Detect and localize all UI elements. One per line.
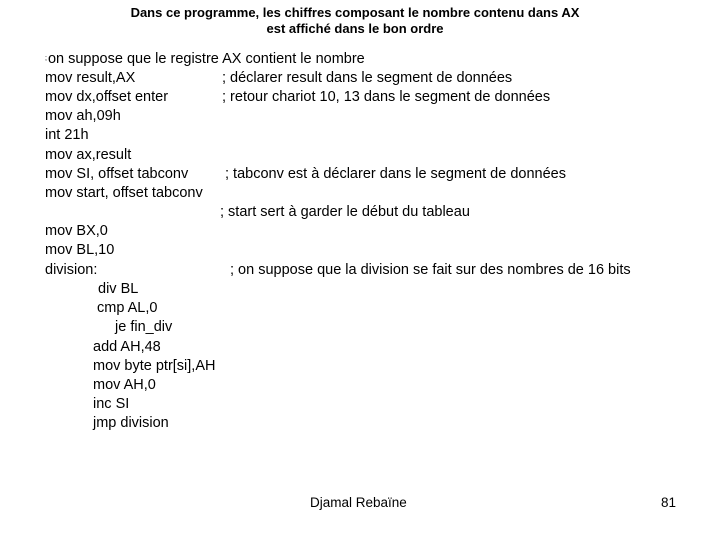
code-line: mov ax,result: [45, 147, 132, 163]
code-line: inc SI: [93, 396, 130, 412]
intro-comment-marker: ;: [45, 55, 47, 63]
code-line: mov result,AX: [45, 70, 136, 86]
code-label: division:: [45, 262, 98, 278]
code-line: cmp AL,0: [97, 300, 158, 316]
code-line: mov SI, offset tabconv: [45, 166, 189, 182]
code-comment: ; retour chariot 10, 13 dans le segment de données: [222, 89, 551, 105]
footer-author: Djamal Rebaïne: [310, 495, 407, 510]
code-line: add AH,48: [93, 339, 161, 355]
code-line: mov BX,0: [45, 223, 108, 239]
code-line: int 21h: [45, 127, 89, 143]
code-line: div BL: [98, 281, 139, 297]
code-comment: ; start sert à garder le début du tableau: [220, 204, 470, 220]
code-comment: ; tabconv est à déclarer dans le segment de données: [225, 166, 566, 182]
slide-title-line-2: est affiché dans le bon ordre: [266, 21, 444, 36]
intro-comment-text: on suppose que le registre AX contient le nombre: [47, 51, 365, 67]
code-comment: ; on suppose que la division se fait sur des nombres de 16 bits: [230, 262, 631, 278]
code-line: mov dx,offset enter: [45, 89, 169, 105]
code-line: je fin_div: [115, 319, 173, 335]
intro-comment: [45, 50, 365, 68]
code-line: mov start, offset tabconv: [45, 185, 203, 201]
code-line: mov BL,10: [45, 242, 115, 258]
code-line: mov ah,09h: [45, 108, 121, 124]
slide-title-line-1: Dans ce programme, les chiffres composant le nombre contenu dans AX: [130, 5, 580, 20]
code-comment: ; déclarer result dans le segment de données: [222, 70, 513, 86]
code-line: mov byte ptr[si],AH: [93, 358, 216, 374]
code-line: mov AH,0: [93, 377, 156, 393]
page-number: 81: [661, 495, 677, 510]
code-line: jmp division: [93, 415, 169, 431]
